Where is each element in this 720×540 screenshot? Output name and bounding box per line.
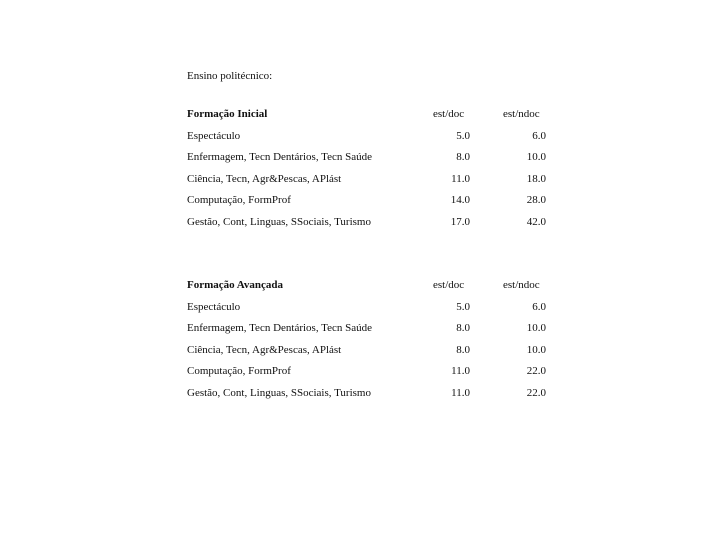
value-est-doc: 8.0 [456,322,470,334]
row-label: Espectáculo [187,300,241,313]
row-label: Ciência, Tecn, Agr&Pescas, APlást [187,172,342,185]
value-est-doc: 8.0 [456,343,470,356]
row-label: Espectáculo [187,129,241,142]
value-est-doc: 11.0 [451,386,470,399]
section-heading: Formação Avançada [187,279,284,291]
value-est-ndoc: 6.0 [532,300,546,313]
row-label: Gestão, Cont, Linguas, SSociais, Turismo [187,386,371,399]
row-label: Enfermagem, Tecn Dentários, Tecn Saúde [187,322,372,334]
value-est-doc: 5.0 [456,300,470,313]
value-est-ndoc: 10.0 [526,322,546,334]
column-header-est-doc: est/doc [433,279,465,291]
column-header-est-ndoc: est/ndoc [503,108,540,120]
value-est-ndoc: 28.0 [526,194,546,206]
row-label: Ciência, Tecn, Agr&Pescas, APlást [187,343,342,356]
table-row [187,321,549,343]
value-est-doc: 5.0 [456,129,470,142]
table-row [187,300,549,322]
value-est-ndoc: 18.0 [526,172,546,185]
section-formacao-avancada [187,278,549,407]
row-label: Gestão, Cont, Linguas, SSociais, Turismo [187,215,371,228]
table-row [187,364,549,386]
table-row [187,172,549,194]
value-est-doc: 17.0 [450,215,470,228]
value-est-doc: 11.0 [451,172,470,185]
column-header-est-doc: est/doc [433,108,465,120]
table-row [187,343,549,365]
document-title: Ensino politécnico: [187,70,273,82]
table-row [187,150,549,172]
row-label: Enfermagem, Tecn Dentários, Tecn Saúde [187,151,372,163]
value-est-ndoc: 42.0 [526,215,546,228]
row-label: Computação, FormProf [187,194,291,206]
table-header-row [187,278,549,300]
value-est-ndoc: 10.0 [526,151,546,163]
table-row [187,215,549,237]
value-est-ndoc: 22.0 [526,386,546,399]
section-formacao-inicial [187,107,549,236]
table-row [187,193,549,215]
row-label: Computação, FormProf [187,365,291,377]
value-est-doc: 8.0 [456,151,470,163]
value-est-ndoc: 22.0 [526,365,546,377]
value-est-doc: 11.0 [451,365,470,377]
value-est-ndoc: 10.0 [526,343,546,356]
value-est-doc: 14.0 [450,194,470,206]
section-heading: Formação Inicial [187,108,268,120]
table-header-row [187,107,549,129]
value-est-ndoc: 6.0 [532,129,546,142]
table-row [187,386,549,408]
column-header-est-ndoc: est/ndoc [503,279,540,291]
table-row [187,129,549,151]
